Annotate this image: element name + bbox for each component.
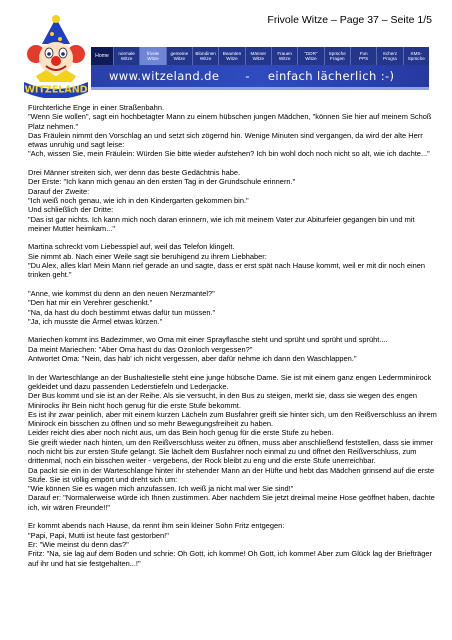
joke-line: Der Bus kommt und sie ist an der Reihe. Als sie versucht, in den Bus zu steigen, merkt sie, dass sie wegen des engen Minirocks ihr Bein nicht hoch genug für die erste Stufe bekommt. bbox=[28, 391, 418, 410]
nav-blondinen-witze[interactable]: Blondinen Witze bbox=[193, 47, 219, 65]
main-navigation bbox=[91, 47, 429, 65]
joke-line: "Ach, wissen Sie, mein Fräulein: Würden Sie bitte wieder aufstehen? Ich bin wohl doch noch nicht so alt, wie ich dachte..." bbox=[28, 149, 430, 159]
joke-line: "Wenn Sie wollen", sagt ein hochbetagter Mann zu einem hübschen jungen Mädchen, "können Sie hier auf meinem Schoß Platz nehmen." bbox=[28, 112, 432, 131]
logo-text: WITZELAND bbox=[24, 84, 88, 96]
joke-line: "Na, da hast du doch bestimmt etwas dafür tun müssen." bbox=[28, 307, 216, 317]
nav-frivole-witze[interactable]: frivole Witze bbox=[140, 47, 166, 65]
joke-line: Leider reicht dies aber noch nicht aus, um das Bein hoch genug für die erste Stufe zu heben. bbox=[28, 428, 334, 438]
banner-site-url: www.witzeland.de bbox=[109, 69, 220, 83]
nav-gemeine-witze[interactable]: gemeine Witze bbox=[167, 47, 193, 65]
joke-line: "Das ist gar nichts. Ich kann mich noch daran erinnern, wie ich mit meinem Vater zur Abiturfeier gegangen bin und mit meiner Mutter heimkam..." bbox=[28, 214, 415, 233]
joke-line: "Papi, Papi, Mutti ist heute fast gestorben!" bbox=[28, 530, 169, 540]
nav-frauen-witze[interactable]: Frauen Witze bbox=[272, 47, 298, 65]
joke-line: Da packt sie ein in der Warteschlange hinter ihr stehender Mann an der Hüfte und hebt das Mädchen grinsend auf die erste Stufe. Sie ist völlig empört und dreht sich um: bbox=[28, 465, 435, 484]
nav-beamten-witze[interactable]: Beamten Witze bbox=[219, 47, 245, 65]
joke-line: "Anne, wie kommst du denn an den neuen Nerzmantel?" bbox=[28, 288, 215, 298]
nav-sms-sprueche[interactable]: SMS- Sprüche bbox=[404, 47, 429, 65]
joke-line: Da meint Mariechen: "Aber Oma hast du das Ozonloch vergessen?" bbox=[28, 344, 253, 354]
page-title: Frivole Witze – Page 37 – Seite 1/5 bbox=[267, 14, 432, 26]
joke-line: Es ist ihr zwar peinlich, aber mit einem kurzen Lächeln zum Busfahrer greift sie hinter sich, um den Reißverschluss an ihrem Minirock ein bisschen zu öffnen und so mehr Bewegungsfreiheit zu haben. bbox=[28, 409, 437, 429]
joke-line: Mariechen kommt ins Badezimmer, wo Oma mit einer Sprayflasche steht und sprüht und sprüht und sprüht.... bbox=[28, 335, 388, 345]
joke-item bbox=[28, 103, 438, 159]
joke-line: In der Warteschlange an der Bushaltestelle steht eine junge hübsche Dame. Sie ist mit einem ganz engen Ledermminirock gekleidet und dazu passenden Lederstiefeln und Lederjacke. bbox=[28, 372, 432, 391]
nav-home[interactable]: Home bbox=[91, 47, 114, 65]
joke-line: Das Fräulein nimmt den Vorschlag an und setzt sich zögernd hin. Wenige Minuten sind vergangen, da wird der alte Herr etwas unruhig und sagt leise: bbox=[28, 130, 423, 150]
joke-line: "Du Alex, alles klar! Mein Mann rief gerade an und sagte, dass er erst spät nach Hause kommt, weil er mit dir noch einen trinken geht." bbox=[28, 261, 426, 280]
nav-normale-witze[interactable]: normale Witze bbox=[114, 47, 140, 65]
joke-line: Fürchterliche Enge in einer Straßenbahn. bbox=[28, 103, 165, 112]
joke-line: Martina schreckt vom Liebesspiel auf, weil das Telefon klingelt. bbox=[28, 242, 235, 252]
joke-line: Der Erste: "Ich kann mich genau an den ersten Tag in der Grundschule erinnern." bbox=[28, 177, 296, 187]
joke-item bbox=[28, 289, 438, 326]
joke-line: "Ja, ich musste die Ärmel etwas kürzen." bbox=[28, 316, 163, 326]
nav-scherz-programme[interactable]: Scherz Progra bbox=[377, 47, 403, 65]
nav-fun-pps[interactable]: Fun PPS bbox=[351, 47, 377, 65]
joke-line: Fritz: "Na, sie lag auf dem Boden und schrie: Oh Gott, ich komme! Oh Gott, ich komme! Aber zum Glück lag der Briefträger auf ihr und hat sie festgehalten...!" bbox=[28, 549, 433, 568]
joke-line: "Ich weiß noch genau, wie ich in den Kindergarten gekommen bin." bbox=[28, 195, 249, 205]
joke-item bbox=[28, 242, 438, 279]
joke-list bbox=[28, 103, 438, 577]
joke-line: Sie greift wieder nach hinten, um den Reißverschluss weiter zu öffnen, muss aber anschließend feststellen, dass sie immer noch nicht bis zur ersten Stufe gelangt. Sie lächelt dem Busfahrer noch einmal zu und öffnet den Reißverschluss, zum drittenmal, noch ein bisschen weiter - vergebens, der Rock bleibt zu eng und die erste Stufe unerreichbar. bbox=[28, 437, 433, 466]
joke-line: "Den hat mir ein Verehrer geschenkt." bbox=[28, 298, 153, 308]
joke-line: Er: "Wie meinst du denn das?" bbox=[28, 539, 129, 549]
joke-line: Sie nimmt ab. Nach einer Weile sagt sie beruhigend zu ihrem Liebhaber: bbox=[28, 251, 267, 261]
joke-line: Darauf er: "Normalerweise würde ich Ihnen zustimmen. Aber nachdem Sie jetzt dreimal meine Hose geöffnet haben, dachte ich, wir wären Freunde!!" bbox=[28, 493, 435, 512]
nav-ddr-witze[interactable]: "DDR" Witze bbox=[298, 47, 324, 65]
joke-line: Und schließlich der Dritte: bbox=[28, 205, 114, 215]
joke-item bbox=[28, 521, 438, 567]
banner-dash: - bbox=[245, 69, 250, 83]
nav-maenner-witze[interactable]: Männer Witze bbox=[246, 47, 272, 65]
banner-divider bbox=[91, 87, 429, 90]
joke-line: Drei Männer streiten sich, wer denn das beste Gedächtnis habe. bbox=[28, 168, 241, 178]
clown-logo-icon[interactable] bbox=[22, 14, 90, 98]
joke-line: "Wie können Sie es wagen mich anzufassen. Ich weiß ja nicht mal wer Sie sind!" bbox=[28, 484, 294, 494]
joke-item bbox=[28, 373, 438, 512]
joke-line: Darauf der Zweite: bbox=[28, 186, 90, 196]
joke-line: Antwortet Oma: "Nein, das hab' ich nicht vergessen, aber dafür nehme ich dann den Waschlappen." bbox=[28, 354, 357, 364]
nav-sprueche-fragen[interactable]: Sprüche Fragen bbox=[325, 47, 351, 65]
joke-line: Er kommt abends nach Hause, da rennt ihm sein kleiner Sohn Fritz entgegen: bbox=[28, 521, 285, 531]
joke-item bbox=[28, 168, 438, 233]
site-banner[interactable] bbox=[91, 65, 429, 87]
banner-slogan: einfach lächerlich :-) bbox=[267, 69, 395, 83]
joke-item bbox=[28, 335, 438, 363]
